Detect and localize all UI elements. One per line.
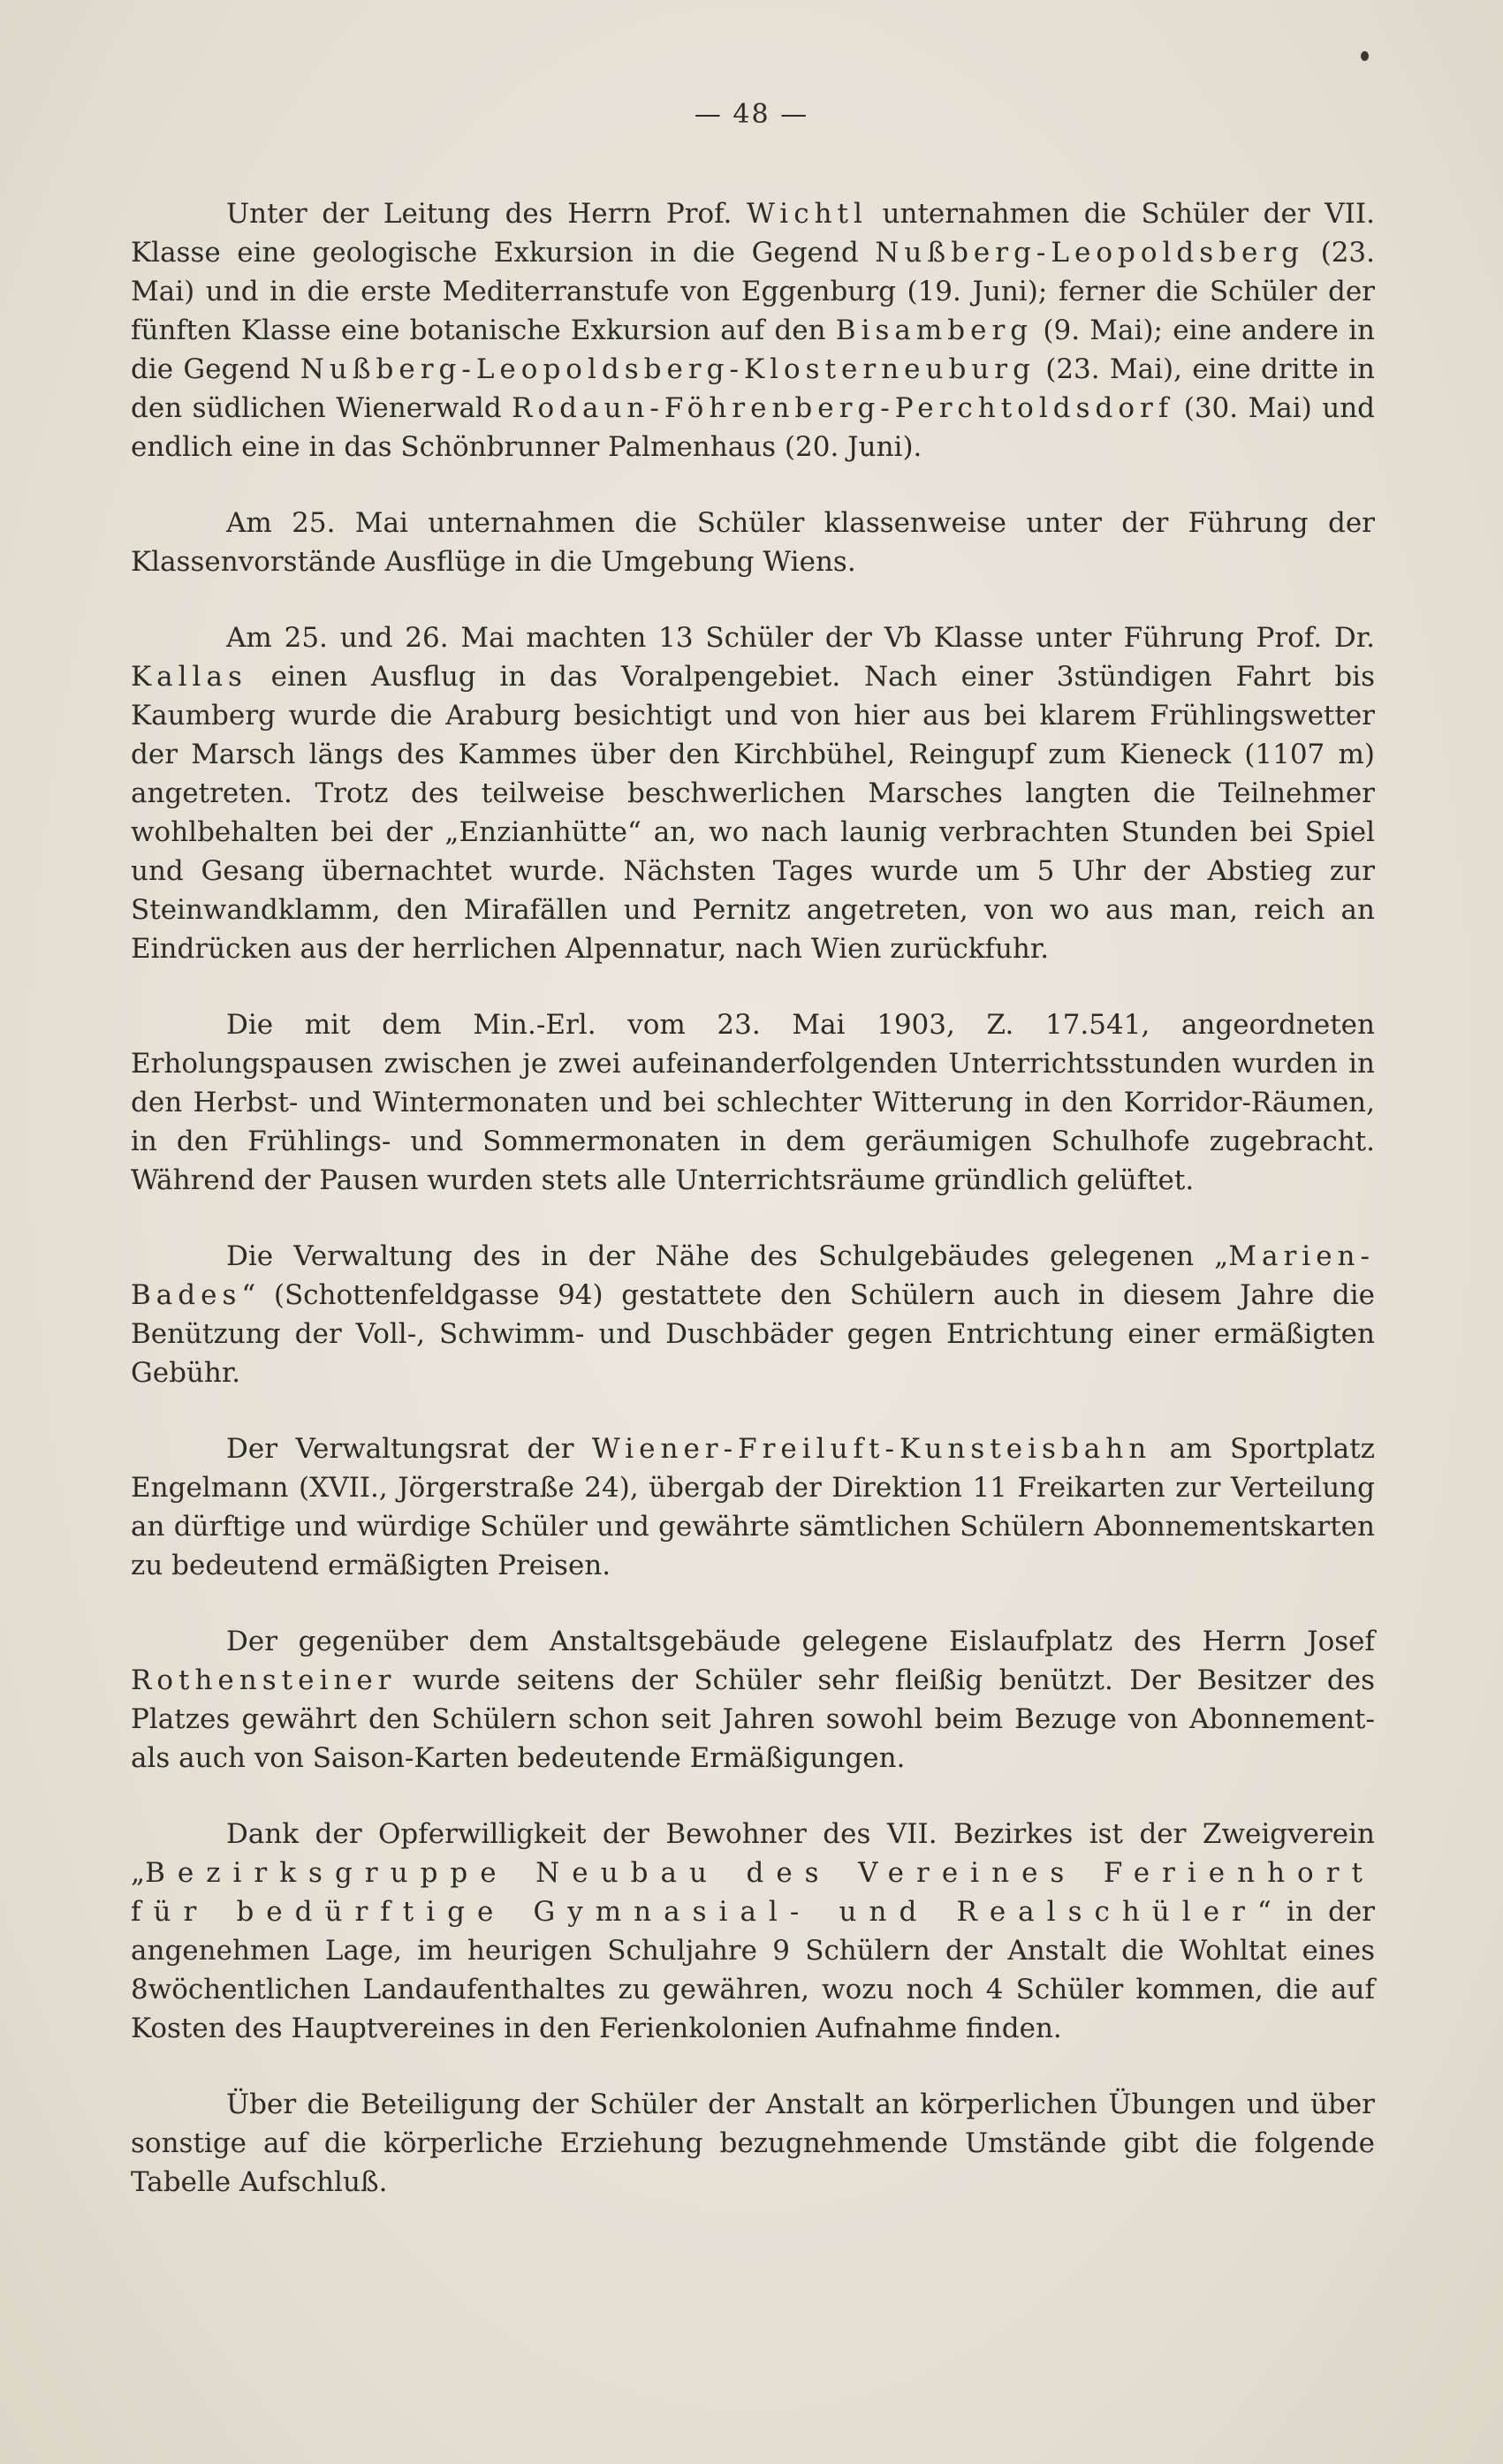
spaced-name: Wiener-Freiluft-Kunsteisbahn <box>591 1433 1152 1465</box>
spaced-name: Rothensteiner <box>131 1664 397 1696</box>
paragraph <box>131 1622 1375 1778</box>
body-text <box>131 194 1375 2239</box>
text-run: (23. Mai) und in die erste Mediterranstufe von Eggenburg (19. Juni); ferner die Schüler der fünften Klasse eine botanische Exkursion auf den <box>131 237 1375 346</box>
paragraph <box>131 1815 1375 2048</box>
text-run: unternahmen die Schüler der VII. Klasse eine geologische Exkursion in die Gegend <box>131 198 1375 269</box>
text-run: am Sportplatz Engelmann (XVII., Jörgerstraße 24), übergab der Direktion 11 Freikarten zur Verteilung an dürftige und würdige Schüler und gewährte sämtlichen Schülern Abonnementskarten zu bedeutend ermäßigten Preisen. <box>131 1433 1375 1581</box>
paragraph <box>131 504 1375 581</box>
spaced-name: Bisamberg <box>835 315 1034 346</box>
spaced-name: Nußberg-Leopoldsberg-Klosterneuburg <box>300 353 1036 385</box>
text-run: Die Verwaltung des in der Nähe des Schulgebäudes gelegenen „ <box>226 1240 1229 1272</box>
paragraph <box>131 1005 1375 1200</box>
spaced-name: Bezirksgruppe Neubau des Vereines Ferienhort für bedürftige Gymnasial- und Realschüler <box>131 1857 1375 1928</box>
paragraph <box>131 618 1375 968</box>
text-run: Die mit dem Min.-Erl. vom 23. Mai 1903, Z. 17.541, angeordneten Erholungspausen zwischen je zwei aufeinanderfolgenden Unterrichtsstunden wurden in den Herbst- und Wintermonaten und bei schlechter Witterung in den Korridor-Räumen, in den Frühlings- und Sommermonaten in dem geräumigen Schulhofe zugebracht. Während der Pausen wurden stets alle Unterrichtsräume gründlich gelüftet. <box>131 1009 1375 1196</box>
ink-speck <box>1361 51 1369 61</box>
text-run: (30. Mai) und endlich eine in das Schönbrunner Palmenhaus (20. Juni). <box>131 392 1376 463</box>
spaced-name: Rodaun-Föhrenberg-Perchtoldsdorf <box>512 392 1174 424</box>
spaced-name: Nußberg-Leopoldsberg <box>875 237 1305 269</box>
paragraph <box>131 1429 1375 1585</box>
paragraph <box>131 2085 1375 2202</box>
text-run: Dank der Opferwilligkeit der Bewohner des VII. Bezirkes ist der Zweigverein „ <box>131 1818 1375 1889</box>
paragraph <box>131 1237 1375 1392</box>
spaced-name: Marien-Bades <box>131 1240 1375 1311</box>
text-run: (9. Mai); eine andere in die Gegend <box>131 315 1375 385</box>
text-run: Am 25. und 26. Mai machten 13 Schüler der Vb Klasse unter Führung Prof. Dr. <box>226 622 1375 654</box>
spaced-name: Wichtl <box>746 198 868 230</box>
text-run: Unter der Leitung des Herrn Prof. <box>226 198 747 230</box>
text-run: Über die Beteiligung der Schüler der Anstalt an körperlichen Übungen und über sonstige auf die körperliche Erziehung bezugnehmende Umstände gibt die folgende Tabelle Aufschluß. <box>131 2089 1375 2198</box>
text-run: Der Verwaltungsrat der <box>226 1433 592 1465</box>
page-number: — 48 — <box>694 99 809 130</box>
text-run: “ in der angenehmen Lage, im heurigen Schuljahre 9 Schülern der Anstalt die Wohltat eines 8wöchentlichen Landaufenthaltes zu gewähren, wozu noch 4 Schüler kommen, die auf Kosten des Hauptvereines in den Ferienkolonien Aufnahme finden. <box>131 1896 1375 2044</box>
text-run: einen Ausflug in das Voralpengebiet. Nach einer 3stündigen Fahrt bis Kaumberg wurde die Araburg besichtigt und von hier aus bei klarem Frühlingswetter der Marsch längs des Kammes über den Kirchbühel, Reingupf zum Kieneck (1107 m) angetreten. Trotz des teilweise beschwerlichen Marsches langten die Teilnehmer wohlbehalten bei der „Enzianhütte“ an, wo nach launig verbrachten Stunden bei Spiel und Gesang übernachtet wurde. Nächsten Tages wurde um 5 Uhr der Abstieg zur Steinwandklamm, den Mirafällen und Pernitz angetreten, von wo aus man, reich an Eindrücken aus der herrlichen Alpennatur, nach Wien zurückfuhr. <box>131 661 1375 965</box>
text-run: Am 25. Mai unternahmen die Schüler klassenweise unter der Führung der Klassenvorstände Ausflüge in die Umgebung Wiens. <box>131 507 1375 578</box>
spaced-name: Kallas <box>131 661 247 693</box>
text-run: Der gegenüber dem Anstaltsgebäude gelegene Eislaufplatz des Herrn Josef <box>226 1626 1375 1657</box>
text-run: wurde seitens der Schüler sehr fleißig benützt. Der Besitzer des Platzes gewährt den Schülern schon seit Jahren sowohl beim Bezuge von Abonnement- als auch von Saison-Karten bedeutende Ermäßigungen. <box>131 1664 1375 1774</box>
text-run: “ (Schottenfeldgasse 94) gestattete den Schülern auch in diesem Jahre die Benützung der Voll-, Schwimm- und Duschbäder gegen Entrichtung einer ermäßigten Gebühr. <box>131 1279 1375 1389</box>
paragraph <box>131 194 1375 466</box>
text-run: (23. Mai), eine dritte in den südlichen Wienerwald <box>131 353 1375 424</box>
